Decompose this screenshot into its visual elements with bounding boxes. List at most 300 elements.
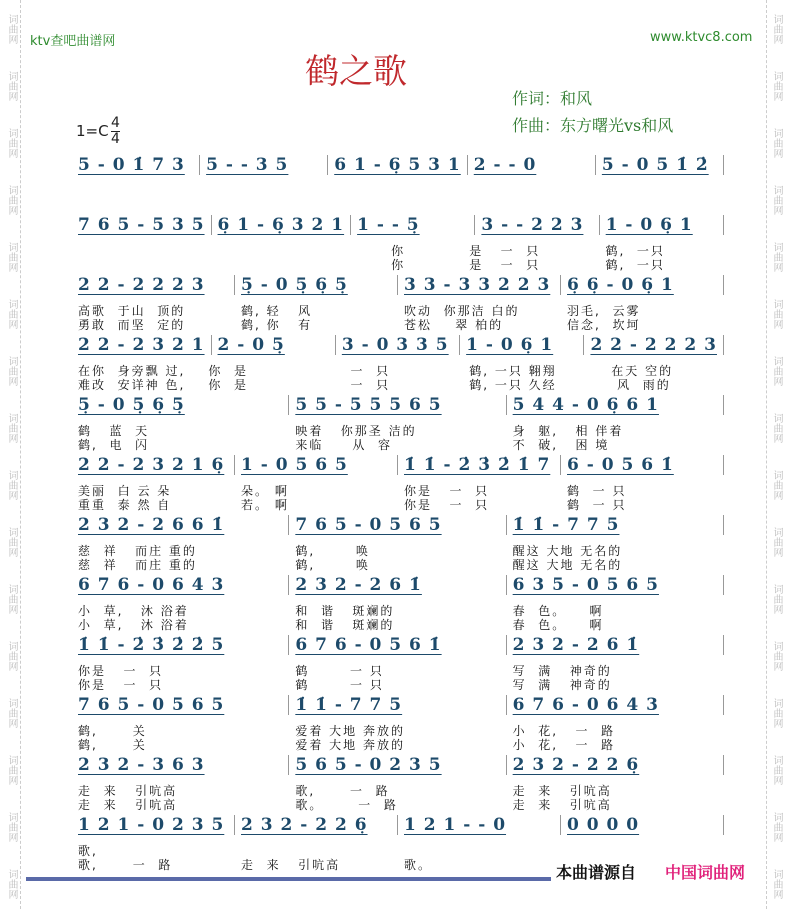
notes-line — [72, 392, 724, 418]
measure — [72, 635, 289, 655]
measure — [507, 575, 724, 595]
measure — [235, 815, 398, 835]
lyric-verse-1: 鹤 一 只 — [295, 664, 384, 678]
lyric-column — [333, 184, 463, 212]
measure-notes: 2 3 2 - 2 2 6̣ — [512, 755, 640, 775]
measure-notes: 6 1 - 6̣ 5 3 1 — [334, 155, 461, 175]
lyric-column — [594, 184, 724, 212]
score-row — [72, 572, 724, 632]
watermark-text: 词曲网 — [771, 583, 782, 614]
lyric-column — [235, 844, 398, 872]
lyric-verse-2: 慈 祥 而庄 重的 — [78, 558, 197, 572]
watermark-text: 词曲网 — [771, 184, 782, 215]
measure — [235, 275, 398, 295]
lyric-verse-2: 歌, 一 路 — [78, 858, 173, 872]
lyric-verse-1: 鹤, 一只 — [599, 244, 665, 258]
watermark-text: 词曲网 — [6, 697, 17, 728]
measure — [398, 275, 561, 295]
lyric-verse-2: 鹤 一 只 — [567, 498, 627, 512]
lyric-column — [463, 184, 593, 212]
lyric-column — [507, 784, 724, 812]
watermark-text: 词曲网 — [771, 298, 782, 329]
measure-notes: 5 - 0 1̇ 7 3 — [78, 155, 185, 175]
lyric-verse-2: 若。 啊 — [241, 498, 289, 512]
lyric-verse-2 — [208, 258, 326, 272]
watermark-text: 词曲网 — [771, 526, 782, 557]
notes-line — [72, 632, 724, 658]
lyric-verse-2: 歌。 — [404, 858, 433, 872]
score-row — [72, 392, 724, 452]
lyric-column — [507, 424, 724, 452]
watermark-text: 词曲网 — [771, 811, 782, 842]
time-bottom: 4 — [111, 131, 120, 147]
lyric-verse-2 — [208, 198, 326, 212]
score-row — [72, 272, 724, 332]
lyric-verse-2: 鹤, 唤 — [295, 558, 370, 572]
lyric-verse-2: 你 — [338, 258, 406, 272]
lyric-verse-1: 春 色。 啊 — [512, 604, 604, 618]
score-row — [72, 752, 724, 812]
lyric-verse-2: 走 来 引吭高 — [512, 798, 612, 812]
measure-notes: 2 2 - 2 3 2 1 6̣ — [78, 455, 225, 475]
watermark-text: 词曲网 — [771, 697, 782, 728]
lyric-verse-2 — [469, 198, 587, 212]
measure — [507, 695, 724, 715]
measure — [507, 635, 724, 655]
measure — [72, 335, 212, 355]
lyric-verse-2: 难改 安详神 色, — [78, 378, 186, 392]
measure-notes: 7 6 5 - 0 5 6 5 — [295, 515, 442, 535]
measure-notes: 1̇ 1̇ - 2̇ 3̇ 2̇ 2̇ 5 — [78, 635, 225, 655]
measure — [584, 335, 724, 355]
lyric-column — [289, 424, 506, 452]
lyric-column — [463, 244, 593, 272]
measure-notes: 7 6 5 - 0 5 6 5 — [78, 695, 225, 715]
notes-line — [72, 812, 724, 838]
lyric-column — [594, 364, 724, 392]
measure — [398, 815, 561, 835]
watermark-text: 词曲网 — [6, 127, 17, 158]
lyric-verse-2: 鹤, 电 闪 — [78, 438, 150, 452]
notes-line — [72, 692, 724, 718]
watermark-text: 词曲网 — [6, 355, 17, 386]
score-row — [72, 692, 724, 752]
lyric-verse-1: 美丽 白 云 朵 — [78, 484, 172, 498]
lyric-verse-1 — [78, 244, 196, 258]
measure-notes: 2 3 2 - 2 6 6 1̇ — [78, 515, 225, 535]
lyric-verse-1 — [208, 244, 326, 258]
lyric-verse-2: 鹤, 一只 久经 — [469, 378, 557, 392]
measure — [235, 455, 398, 475]
lyric-verse-1: 歌, — [78, 844, 98, 858]
measure — [72, 155, 200, 175]
score-row — [72, 212, 724, 272]
lyric-column — [72, 784, 289, 812]
lyric-verse-1: 你 — [338, 244, 406, 258]
measure — [507, 755, 724, 775]
lyric-verse-1: 你 是 — [208, 364, 249, 378]
composer-credit: 作曲：东方曙光vs和风 — [512, 116, 674, 135]
measure-notes: 7 6 5 - 5 3 5 — [78, 215, 205, 235]
lyric-verse-1: 一 只 — [338, 364, 391, 378]
lyric-verse-1: 你是 一 只 — [404, 484, 490, 498]
lyric-column — [202, 244, 332, 272]
notes-line — [72, 452, 724, 478]
watermark-text: 词曲网 — [771, 355, 782, 386]
lyric-verse-1: 鹤 一 只 — [567, 484, 627, 498]
lyric-verse-2: 小 草, 沐 浴着 — [78, 618, 189, 632]
measure-notes: 1 2 1 - - 0 — [404, 815, 507, 835]
measure — [289, 755, 506, 775]
measure — [351, 215, 475, 235]
score-row — [72, 452, 724, 512]
watermark-text: 词曲网 — [771, 412, 782, 443]
watermark-text: 词曲网 — [6, 298, 17, 329]
measure — [72, 695, 289, 715]
lyric-column — [72, 484, 235, 512]
lyric-verse-1 — [404, 844, 555, 858]
lyric-verse-2: 小 花, 一 路 — [512, 738, 616, 752]
lyric-column — [202, 364, 332, 392]
lyrics-block — [72, 424, 724, 452]
measure-notes: 1̇ 1̇ - 2̇ 3̇ 2̇ 1̇ 7 — [404, 455, 551, 475]
watermark-text: 词曲网 — [6, 754, 17, 785]
measure — [289, 515, 506, 535]
measure-notes: 2 3 2 - 2 2 6̣ — [241, 815, 368, 835]
lyric-verse-2 — [78, 198, 196, 212]
notes-line — [72, 752, 724, 778]
lyric-verse-2: 爱着 大地 奔放的 — [295, 738, 405, 752]
lyric-verse-1: 高歌 于山 顶的 — [78, 304, 186, 318]
lyric-verse-1 — [78, 184, 196, 198]
score-row — [72, 152, 724, 212]
measure — [561, 455, 724, 475]
measure — [72, 575, 289, 595]
lyric-verse-2: 春 色。 啊 — [512, 618, 604, 632]
measure — [289, 635, 506, 655]
lyric-verse-1 — [469, 184, 587, 198]
watermark-text: 词曲网 — [6, 583, 17, 614]
lyric-verse-1: 爱着 大地 奔放的 — [295, 724, 405, 738]
measure-notes: 3 3 - 3 3 2 2 3 — [404, 275, 551, 295]
lyric-verse-2: 鹤 一 只 — [295, 678, 384, 692]
measure — [72, 815, 235, 835]
notes-line — [72, 572, 724, 598]
lyric-verse-2: 苍松 翠 柏的 — [404, 318, 504, 332]
watermark-text: 词曲网 — [771, 127, 782, 158]
lyric-column — [72, 424, 289, 452]
lyric-column — [289, 664, 506, 692]
lyric-verse-2: 歌。 一 路 — [295, 798, 398, 812]
lyric-verse-2: 是 一 只 — [469, 258, 541, 272]
lyric-column — [289, 604, 506, 632]
lyrics-block — [72, 304, 724, 332]
lyric-verse-1 — [208, 184, 326, 198]
lyric-verse-2: 一 只 — [338, 378, 391, 392]
lyric-verse-1: 鹤 蓝 天 — [78, 424, 150, 438]
lyric-verse-2: 信念, 坎坷 — [567, 318, 641, 332]
watermark-text: 词曲网 — [6, 469, 17, 500]
lyric-column — [507, 544, 724, 572]
lyric-column — [289, 724, 506, 752]
watermark-text: 词曲网 — [6, 868, 17, 899]
watermark-text: 词曲网 — [771, 241, 782, 272]
lyric-verse-2 — [600, 198, 718, 212]
lyrics-block — [72, 604, 724, 632]
measure-notes: 1 2 1 - 0 2 3 5 — [78, 815, 225, 835]
lyric-verse-1: 走 来 引吭高 — [78, 784, 178, 798]
lyric-verse-2: 你是 一 只 — [78, 678, 164, 692]
watermark-text: 词曲网 — [771, 754, 782, 785]
lyrics-block — [72, 544, 724, 572]
lyric-column — [72, 244, 202, 272]
measure-notes: 1 - 0 6̣ 1 — [466, 335, 554, 355]
lyric-verse-1: 吹动 你那洁 白的 — [404, 304, 520, 318]
measure — [72, 755, 289, 775]
lyric-verse-1: 走 来 引吭高 — [512, 784, 612, 798]
lyric-verse-2: 醒这 大地 无名的 — [512, 558, 623, 572]
lyric-verse-2 — [339, 198, 457, 212]
lyric-verse-2: 风 雨的 — [599, 378, 671, 392]
score-row — [72, 512, 724, 572]
lyric-verse-1: 歌, 一 路 — [295, 784, 390, 798]
lyric-verse-1: 映着 你那圣 洁的 — [295, 424, 417, 438]
measure — [596, 155, 724, 175]
lyric-verse-1 — [241, 844, 392, 858]
measure-notes: 5 4 4 - 0 6̣ 6 1 — [512, 395, 659, 415]
measure-notes: 0 0 0 0 — [567, 815, 640, 835]
measure — [460, 335, 584, 355]
notes-line — [72, 512, 724, 538]
key-signature: 1=C — [76, 122, 109, 140]
measure-notes: 1 - 0 5 6 5 — [241, 455, 348, 475]
watermark-text: 词曲网 — [771, 13, 782, 44]
lyrics-block — [72, 484, 724, 512]
lyrics-block — [72, 784, 724, 812]
lyric-verse-2: 不 破, 困 境 — [512, 438, 610, 452]
lyric-verse-1: 鹤, 轻 风 — [241, 304, 313, 318]
lyric-column — [507, 724, 724, 752]
lyric-verse-1: 羽毛, 云雾 — [567, 304, 641, 318]
lyric-verse-2: 鹤, 一只 — [599, 258, 665, 272]
measure-notes: 1 - - 5̣ — [357, 215, 420, 235]
watermark-text: 词曲网 — [771, 640, 782, 671]
lyrics-block — [72, 244, 724, 272]
measure — [328, 155, 468, 175]
watermark-left — [2, 0, 21, 909]
score-row — [72, 632, 724, 692]
lyrics-block — [72, 724, 724, 752]
measure — [507, 395, 724, 415]
measure — [336, 335, 460, 355]
measure-notes: 5̣ - 0 5̣ 6̣ 5̣ — [241, 275, 348, 295]
lyric-column — [289, 784, 506, 812]
lyric-column — [398, 484, 561, 512]
measure-notes: 6̣ 6̣ - 0 6̣ 1 — [567, 275, 674, 295]
lyric-column — [398, 304, 561, 332]
measure — [289, 395, 506, 415]
measure-notes: 2 2 - 2 2 2 3 — [78, 275, 205, 295]
notes-line — [72, 152, 724, 178]
lyric-column — [72, 304, 235, 332]
measure-notes: 2 3 2 - 2 6 1̇ — [512, 635, 640, 655]
lyric-verse-1 — [567, 844, 718, 858]
measure — [200, 155, 328, 175]
measure — [561, 275, 724, 295]
lyric-verse-1: 慈 祥 而庄 重的 — [78, 544, 197, 558]
notes-line — [72, 272, 724, 298]
lyric-verse-1: 身 躯, 相 伴着 — [512, 424, 624, 438]
lyric-verse-1: 写 满 神奇的 — [512, 664, 612, 678]
measure-notes: 2 2 - 2 2 2 3 — [590, 335, 717, 355]
lyrics-block — [72, 364, 724, 392]
lyric-column — [561, 304, 724, 332]
measure-notes: 6 7 6 - 0 6 4 3 — [512, 695, 659, 715]
measure-notes: 2 - - 0 — [473, 155, 537, 175]
measure — [212, 215, 352, 235]
lyric-verse-2: 写 满 神奇的 — [512, 678, 612, 692]
watermark-text: 词曲网 — [6, 412, 17, 443]
lyric-verse-1: 是 一 只 — [469, 244, 541, 258]
measure — [507, 515, 724, 535]
lyric-verse-2: 鹤, 你 有 — [241, 318, 313, 332]
notes-line — [72, 332, 724, 358]
lyric-verse-2: 你是 一 只 — [404, 498, 490, 512]
measure-notes: 5 - 0 5 1̇ 2̇ — [601, 155, 709, 175]
lyric-verse-1: 和 谐 斑斓的 — [295, 604, 395, 618]
lyric-column — [235, 304, 398, 332]
lyric-verse-1 — [600, 184, 718, 198]
measure — [561, 815, 724, 835]
watermark-right — [766, 0, 785, 909]
lyric-column — [333, 364, 463, 392]
lyric-verse-2: 和 谐 斑斓的 — [295, 618, 395, 632]
lyric-verse-1 — [339, 184, 457, 198]
lyric-column — [72, 364, 202, 392]
lyric-verse-1: 在天 空的 — [599, 364, 674, 378]
measure — [289, 575, 506, 595]
lyric-verse-2: 走 来 引吭高 — [78, 798, 178, 812]
watermark-text: 词曲网 — [6, 70, 17, 101]
lyric-column — [289, 544, 506, 572]
lyric-column — [72, 544, 289, 572]
time-signature — [111, 116, 120, 147]
source-label: 本曲谱源自 — [556, 863, 637, 882]
measure-notes: 1̇ 1̇ - 7 7 5 — [512, 515, 620, 535]
watermark-text: 词曲网 — [6, 526, 17, 557]
lyric-verse-2: 重重 泰 然 自 — [78, 498, 172, 512]
watermark-text: 词曲网 — [771, 70, 782, 101]
measure — [398, 455, 561, 475]
measure — [72, 515, 289, 535]
measure — [72, 215, 212, 235]
lyric-verse-2: 鹤, 关 — [78, 738, 147, 752]
bottom-divider — [26, 877, 551, 881]
lyric-verse-2: 勇敢 而坚 定的 — [78, 318, 186, 332]
score-row — [72, 332, 724, 392]
lyric-verse-2: 走 来 引吭高 — [241, 858, 341, 872]
measure-notes: 6 7 6 - 0 6 4 3 — [78, 575, 225, 595]
lyric-column — [594, 244, 724, 272]
lyric-column — [507, 664, 724, 692]
site-name: ktv查吧曲谱网 — [30, 34, 116, 49]
watermark-text: 词曲网 — [771, 469, 782, 500]
measure-notes: 2 3 2 - 2 6 1̇ — [295, 575, 422, 595]
measure — [600, 215, 724, 235]
lyrics-block — [72, 184, 724, 212]
lyric-verse-1: 在你 身旁飘 过, — [78, 364, 186, 378]
watermark-text: 词曲网 — [6, 184, 17, 215]
measure — [475, 215, 599, 235]
lyric-verse-1: 鹤, 唤 — [295, 544, 370, 558]
watermark-text: 词曲网 — [6, 241, 17, 272]
lyric-column — [235, 484, 398, 512]
measure-notes: 3 - 0 3 3 5 — [341, 335, 449, 355]
measure-notes: 6 - 0 5 6 1̇ — [567, 455, 674, 475]
lyric-verse-1: 小 花, 一 路 — [512, 724, 616, 738]
watermark-text: 词曲网 — [771, 868, 782, 899]
lyric-verse-1: 小 草, 沐 浴着 — [78, 604, 189, 618]
measure — [289, 695, 506, 715]
lyric-column — [398, 844, 561, 872]
lyric-verse-1: 鹤, 关 — [78, 724, 147, 738]
measure — [212, 335, 336, 355]
measure-notes: 3 - - 2 2 3 — [481, 215, 584, 235]
lyric-column — [72, 844, 235, 872]
lyric-column — [72, 184, 202, 212]
measure-notes: 6 3 5 - 0 5 6 5 — [512, 575, 659, 595]
lyric-column — [72, 724, 289, 752]
measure-notes: 2 - 0 5̣ — [217, 335, 285, 355]
lyric-verse-2: 你 是 — [208, 378, 249, 392]
measure-notes: 6̣ 1 - 6̣ 3 2 1 — [217, 215, 345, 235]
lyric-column — [463, 364, 593, 392]
lyric-verse-1: 醒这 大地 无名的 — [512, 544, 623, 558]
measure-notes: 5 5 - 5 5 5 6 5 — [295, 395, 442, 415]
measure-notes: 1 - 0 6̣ 1 — [605, 215, 693, 235]
measure-notes: 5 - - 3 5 — [206, 155, 289, 175]
measure — [72, 395, 289, 415]
lyricist-credit: 作词：和风 — [512, 89, 593, 108]
lyric-column — [72, 664, 289, 692]
measure-notes: 1̇ 1̇ - 7 7 5 — [295, 695, 403, 715]
lyric-verse-2 — [78, 258, 196, 272]
lyric-column — [202, 184, 332, 212]
measure-notes: 6 7 6 - 0 5 6 1̇ — [295, 635, 442, 655]
lyric-verse-1: 朵。 啊 — [241, 484, 289, 498]
site-url: www.ktvc8.com — [650, 30, 753, 45]
lyric-verse-1: 鹤, 一只 翱翔 — [469, 364, 557, 378]
notes-line — [72, 212, 724, 238]
source-site: 中国词曲网 — [665, 863, 746, 882]
lyric-verse-2: 来临 从 容 — [295, 438, 393, 452]
measure — [72, 455, 235, 475]
watermark-text: 词曲网 — [6, 811, 17, 842]
lyrics-block — [72, 664, 724, 692]
lyric-column — [72, 604, 289, 632]
lyric-column — [561, 484, 724, 512]
lyric-column — [507, 604, 724, 632]
watermark-text: 词曲网 — [6, 13, 17, 44]
measure-notes: 2 3 2 - 3 6 3 — [78, 755, 205, 775]
lyric-column — [333, 244, 463, 272]
measure — [72, 275, 235, 295]
measure-notes: 5̣ - 0 5̣ 6̣ 5̣ — [78, 395, 185, 415]
watermark-text: 词曲网 — [6, 640, 17, 671]
time-top: 4 — [111, 115, 120, 131]
measure-notes: 5 6 5 - 0 2 3 5 — [295, 755, 442, 775]
measure-notes: 2 2 - 2 3 2 1 — [78, 335, 205, 355]
